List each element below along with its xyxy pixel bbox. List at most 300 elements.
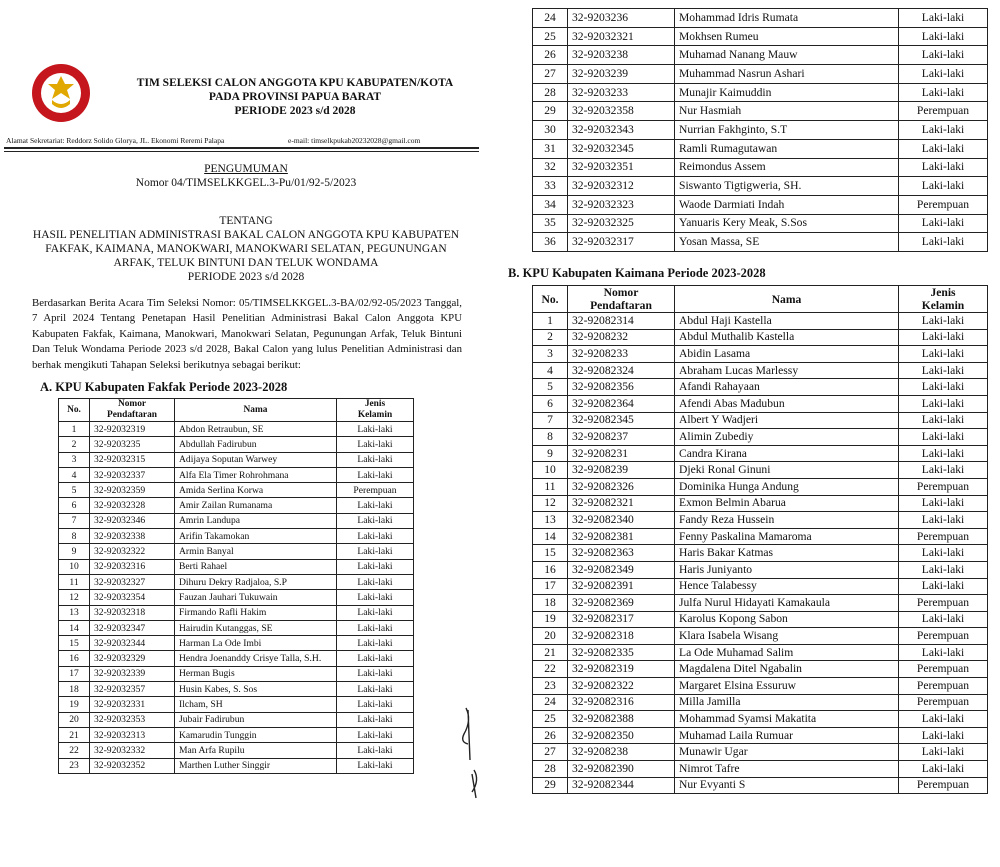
table-row — [59, 498, 414, 513]
table-row — [533, 329, 988, 346]
cell-no: 2 — [59, 437, 90, 452]
cell-no: 7 — [59, 513, 90, 528]
col-nomor-header — [90, 399, 175, 422]
cell-no: 3 — [533, 346, 568, 363]
cell-no: 27 — [533, 744, 568, 761]
cell-jenis-kelamin: Laki-laki — [899, 727, 988, 744]
cell-jenis-kelamin: Laki-laki — [899, 545, 988, 562]
cell-nomor-pendaftaran: 32-92032359 — [90, 483, 175, 498]
col-nomor-line1: Nomor — [603, 286, 639, 299]
cell-jenis-kelamin: Perempuan — [899, 694, 988, 711]
header-line-3: PERIODE 2023 s/d 2028 — [234, 105, 356, 117]
cell-jenis-kelamin: Laki-laki — [899, 395, 988, 412]
cell-nomor-pendaftaran: 32-9203235 — [90, 437, 175, 452]
cell-jenis-kelamin: Laki-laki — [899, 644, 988, 661]
subject-block — [0, 214, 492, 284]
cell-no: 21 — [533, 644, 568, 661]
cell-nama: Husin Kabes, S. Sos — [175, 682, 337, 697]
table-row — [533, 233, 988, 252]
table-row — [59, 590, 414, 605]
cell-nama: Albert Y Wadjeri — [675, 412, 899, 429]
cell-nama: Milla Jamilla — [675, 694, 899, 711]
cell-jenis-kelamin: Perempuan — [899, 628, 988, 645]
subject-line: HASIL PENELITIAN ADMINISTRASI BAKAL CALON ANGGOTA KPU KABUPATEN — [32, 229, 460, 241]
cell-jenis-kelamin: Laki-laki — [337, 544, 414, 559]
table-row — [59, 559, 414, 574]
cell-nama: Fandy Reza Hussein — [675, 512, 899, 529]
cell-jenis-kelamin: Laki-laki — [899, 578, 988, 595]
table-row — [533, 761, 988, 778]
cell-jenis-kelamin: Laki-laki — [337, 743, 414, 758]
cell-jenis-kelamin: Laki-laki — [899, 158, 988, 177]
cell-no: 22 — [533, 661, 568, 678]
table-row — [59, 422, 414, 437]
cell-jenis-kelamin: Perempuan — [899, 595, 988, 612]
cell-nomor-pendaftaran: 32-9203236 — [568, 9, 675, 28]
cell-nomor-pendaftaran: 32-92082363 — [568, 545, 675, 562]
signature-paraf-icon — [452, 700, 488, 800]
cell-nomor-pendaftaran: 32-92082319 — [568, 661, 675, 678]
cell-no: 23 — [59, 758, 90, 773]
cell-nama: Julfa Nurul Hidayati Kamakaula — [675, 595, 899, 612]
cell-nama: Muhamad Nanang Mauw — [675, 46, 899, 65]
cell-nomor-pendaftaran: 32-92032346 — [90, 513, 175, 528]
cell-nama: Haris Bakar Katmas — [675, 545, 899, 562]
cell-jenis-kelamin: Laki-laki — [899, 313, 988, 330]
cell-jenis-kelamin: Laki-laki — [899, 429, 988, 446]
cell-jenis-kelamin: Laki-laki — [899, 121, 988, 140]
table-row — [533, 158, 988, 177]
header-line-1: TIM SELEKSI CALON ANGGOTA KPU KABUPATEN/KOTA — [136, 77, 454, 89]
cell-nama: Munawir Ugar — [675, 744, 899, 761]
cell-nomor-pendaftaran: 32-92032325 — [568, 214, 675, 233]
cell-jenis-kelamin: Laki-laki — [337, 559, 414, 574]
cell-no: 3 — [59, 452, 90, 467]
cell-no: 22 — [59, 743, 90, 758]
cell-nama: Dihuru Dekry Radjaloa, S.P — [175, 574, 337, 589]
cell-nama: Alfa Ela Timer Rohrohmana — [175, 467, 337, 482]
table-row — [533, 528, 988, 545]
cell-no: 14 — [533, 528, 568, 545]
col-nomor-header — [568, 286, 675, 313]
cell-jenis-kelamin: Laki-laki — [899, 744, 988, 761]
cell-jenis-kelamin: Laki-laki — [899, 27, 988, 46]
cell-nama: Berti Rahael — [175, 559, 337, 574]
col-nama-header: Nama — [675, 286, 899, 313]
cell-no: 28 — [533, 761, 568, 778]
cell-jenis-kelamin: Perempuan — [337, 483, 414, 498]
cell-nomor-pendaftaran: 32-92082381 — [568, 528, 675, 545]
cell-no: 21 — [59, 727, 90, 742]
table-row — [533, 462, 988, 479]
table-row — [533, 678, 988, 695]
subject-line: FAKFAK, KAIMANA, MANOKWARI, MANOKWARI SELATAN, PEGUNUNGAN — [45, 243, 447, 255]
cell-nomor-pendaftaran: 32-92032321 — [568, 27, 675, 46]
cell-jenis-kelamin: Laki-laki — [337, 605, 414, 620]
cell-no: 27 — [533, 65, 568, 84]
cell-jenis-kelamin: Laki-laki — [899, 329, 988, 346]
cell-nama: Djeki Ronal Ginuni — [675, 462, 899, 479]
cell-nomor-pendaftaran: 32-92032344 — [90, 636, 175, 651]
cell-no: 28 — [533, 83, 568, 102]
cell-nama: Magdalena Ditel Ngabalin — [675, 661, 899, 678]
table-header-row — [59, 399, 414, 422]
letterhead — [30, 62, 485, 142]
cell-nomor-pendaftaran: 32-92032357 — [90, 682, 175, 697]
cell-no: 17 — [533, 578, 568, 595]
col-nama-header: Nama — [175, 399, 337, 422]
cell-jenis-kelamin: Laki-laki — [337, 590, 414, 605]
cell-jenis-kelamin: Perempuan — [899, 777, 988, 794]
table-row — [59, 743, 414, 758]
cell-no: 29 — [533, 777, 568, 794]
cell-jenis-kelamin: Perempuan — [899, 478, 988, 495]
cell-jenis-kelamin: Laki-laki — [337, 513, 414, 528]
cell-jenis-kelamin: Laki-laki — [337, 529, 414, 544]
cell-jenis-kelamin: Laki-laki — [337, 712, 414, 727]
cell-nomor-pendaftaran: 32-92082326 — [568, 478, 675, 495]
cell-nama: Munajir Kaimuddin — [675, 83, 899, 102]
cell-no: 8 — [59, 529, 90, 544]
cell-no: 16 — [533, 561, 568, 578]
cell-nomor-pendaftaran: 32-92082317 — [568, 611, 675, 628]
cell-nama: Hence Talabessy — [675, 578, 899, 595]
table-row — [59, 483, 414, 498]
table-row — [59, 605, 414, 620]
cell-nama: Arifin Takamokan — [175, 529, 337, 544]
table-row — [533, 561, 988, 578]
cell-jenis-kelamin: Laki-laki — [899, 711, 988, 728]
cell-jenis-kelamin: Laki-laki — [337, 651, 414, 666]
header-line-2: PADA PROVINSI PAPUA BARAT — [208, 91, 382, 103]
col-jenis-line1: Jenis — [364, 399, 386, 409]
table-row — [533, 578, 988, 595]
cell-nomor-pendaftaran: 32-92032323 — [568, 195, 675, 214]
cell-no: 5 — [533, 379, 568, 396]
cell-no: 11 — [59, 574, 90, 589]
table-row — [533, 313, 988, 330]
cell-no: 13 — [533, 512, 568, 529]
cell-nomor-pendaftaran: 32-92082322 — [568, 678, 675, 695]
table-row — [533, 744, 988, 761]
cell-nama: Amir Zailan Rumanama — [175, 498, 337, 513]
cell-nomor-pendaftaran: 32-92082335 — [568, 644, 675, 661]
cell-jenis-kelamin: Laki-laki — [899, 9, 988, 28]
cell-nomor-pendaftaran: 32-92032318 — [90, 605, 175, 620]
cell-nama: Muhamad Laila Rumuar — [675, 727, 899, 744]
cell-nomor-pendaftaran: 32-92082364 — [568, 395, 675, 412]
cell-no: 4 — [533, 362, 568, 379]
cell-nama: Abidin Lasama — [675, 346, 899, 363]
cell-nama: Ilcham, SH — [175, 697, 337, 712]
cell-nama: Waode Darmiati Indah — [675, 195, 899, 214]
cell-nomor-pendaftaran: 32-92032353 — [90, 712, 175, 727]
cell-no: 23 — [533, 678, 568, 695]
cell-nomor-pendaftaran: 32-92082345 — [568, 412, 675, 429]
cell-jenis-kelamin: Laki-laki — [337, 620, 414, 635]
cell-jenis-kelamin: Laki-laki — [899, 412, 988, 429]
cell-no: 18 — [533, 595, 568, 612]
cell-nama: Siswanto Tigtigweria, SH. — [675, 177, 899, 196]
cell-no: 18 — [59, 682, 90, 697]
cell-nomor-pendaftaran: 32-92032327 — [90, 574, 175, 589]
table-row — [59, 697, 414, 712]
table-row — [533, 395, 988, 412]
cell-nomor-pendaftaran: 32-92032338 — [90, 529, 175, 544]
cell-nomor-pendaftaran: 32-92032343 — [568, 121, 675, 140]
cell-no: 1 — [59, 422, 90, 437]
cell-nama: Klara Isabela Wisang — [675, 628, 899, 645]
cell-jenis-kelamin: Laki-laki — [899, 65, 988, 84]
cell-nomor-pendaftaran: 32-92032322 — [90, 544, 175, 559]
intro-paragraph: Berdasarkan Berita Acara Tim Seleksi Nomor: 05/TIMSELKKGEL.3-BA/02/92-05/2023 Tanggal, 7 April 2024 Tentang Penetapan Hasil Penelitian Administrasi Bakal Calon Anggota KPU Kabupaten Fakfak, Kaimana, Manokwari, Manokwari Selatan, Pegunungan Arfak, Teluk Bintuni Dan Teluk Wondama Periode 2023 s/d 2028, Bakal Calon yang lulus Penelitian Administrasi dan berhak mengikuti Tahapan Seleksi berikutnya sebagai berikut: — [32, 297, 462, 371]
address-row — [6, 136, 476, 145]
cell-nama: Armin Banyal — [175, 544, 337, 559]
cell-no: 19 — [59, 697, 90, 712]
cell-nomor-pendaftaran: 32-92032332 — [90, 743, 175, 758]
table-row — [59, 758, 414, 773]
cell-jenis-kelamin: Laki-laki — [899, 139, 988, 158]
cell-jenis-kelamin: Laki-laki — [899, 761, 988, 778]
table-header-row — [533, 286, 988, 313]
table-row — [59, 513, 414, 528]
cell-nomor-pendaftaran: 32-92032313 — [90, 727, 175, 742]
table-row — [533, 362, 988, 379]
cell-nama: Reimondus Assem — [675, 158, 899, 177]
section-a-title: A. KPU Kabupaten Fakfak Periode 2023-2028 — [40, 380, 288, 394]
cell-no: 33 — [533, 177, 568, 196]
table-row — [533, 46, 988, 65]
cell-no: 5 — [59, 483, 90, 498]
cell-nama: Abdul Haji Kastella — [675, 313, 899, 330]
cell-jenis-kelamin: Perempuan — [899, 195, 988, 214]
table-row — [533, 214, 988, 233]
table-row — [533, 777, 988, 794]
cell-no: 26 — [533, 727, 568, 744]
cell-nomor-pendaftaran: 32-92082344 — [568, 777, 675, 794]
cell-nomor-pendaftaran: 32-92082349 — [568, 561, 675, 578]
cell-no: 2 — [533, 329, 568, 346]
cell-no: 20 — [59, 712, 90, 727]
cell-jenis-kelamin: Laki-laki — [899, 362, 988, 379]
cell-jenis-kelamin: Laki-laki — [337, 697, 414, 712]
cell-nama: Adijaya Soputan Warwey — [175, 452, 337, 467]
cell-no: 9 — [59, 544, 90, 559]
table-row — [533, 412, 988, 429]
cell-nomor-pendaftaran: 32-92082390 — [568, 761, 675, 778]
cell-nama: Margaret Elsina Essuruw — [675, 678, 899, 695]
cell-jenis-kelamin: Laki-laki — [337, 422, 414, 437]
section-a-table — [58, 398, 414, 774]
cell-nama: Abdon Retraubun, SE — [175, 422, 337, 437]
table-row — [533, 65, 988, 84]
table-row — [533, 711, 988, 728]
cell-nama: La Ode Muhamad Salim — [675, 644, 899, 661]
subject-line: ARFAK, TELUK BINTUNI DAN TELUK WONDAMA — [113, 257, 379, 269]
left-page — [0, 0, 492, 867]
cell-nomor-pendaftaran: 32-9208232 — [568, 329, 675, 346]
cell-no: 24 — [533, 9, 568, 28]
cell-no: 30 — [533, 121, 568, 140]
table-row — [59, 727, 414, 742]
cell-no: 24 — [533, 694, 568, 711]
section-b-title: B. KPU Kabupaten Kaimana Periode 2023-2028 — [508, 266, 766, 280]
cell-nomor-pendaftaran: 32-92032352 — [90, 758, 175, 773]
cell-jenis-kelamin: Laki-laki — [899, 233, 988, 252]
table-row — [533, 727, 988, 744]
cell-nomor-pendaftaran: 32-92032354 — [90, 590, 175, 605]
cell-nomor-pendaftaran: 32-9203239 — [568, 65, 675, 84]
table-row — [59, 636, 414, 651]
cell-nama: Man Arfa Rupilu — [175, 743, 337, 758]
col-nomor-line2: Pendaftaran — [590, 299, 652, 312]
cell-jenis-kelamin: Perempuan — [899, 102, 988, 121]
cell-nomor-pendaftaran: 32-9208237 — [568, 429, 675, 446]
table-row — [533, 495, 988, 512]
subject-line: PERIODE 2023 s/d 2028 — [187, 271, 305, 283]
cell-jenis-kelamin: Laki-laki — [899, 561, 988, 578]
cell-nama: Karolus Kopong Sabon — [675, 611, 899, 628]
cell-jenis-kelamin: Perempuan — [899, 678, 988, 695]
cell-nomor-pendaftaran: 32-92032347 — [90, 620, 175, 635]
cell-nama: Kamarudin Tunggin — [175, 727, 337, 742]
table-row — [533, 379, 988, 396]
cell-nama: Nur Hasmiah — [675, 102, 899, 121]
section-a-continued-table — [532, 8, 988, 252]
cell-no: 11 — [533, 478, 568, 495]
cell-no: 10 — [59, 559, 90, 574]
cell-nama: Fauzan Jauhari Tukuwain — [175, 590, 337, 605]
cell-no: 25 — [533, 711, 568, 728]
cell-jenis-kelamin: Laki-laki — [337, 437, 414, 452]
cell-nama: Mohammad Syamsi Makatita — [675, 711, 899, 728]
announcement-title: PENGUMUMAN — [204, 163, 288, 175]
table-row — [533, 195, 988, 214]
cell-jenis-kelamin: Laki-laki — [899, 495, 988, 512]
table-row — [533, 121, 988, 140]
cell-nomor-pendaftaran: 32-92032317 — [568, 233, 675, 252]
cell-jenis-kelamin: Laki-laki — [899, 445, 988, 462]
cell-nomor-pendaftaran: 32-92082391 — [568, 578, 675, 595]
kpu-logo-icon — [30, 62, 92, 124]
cell-no: 20 — [533, 628, 568, 645]
table-row — [59, 544, 414, 559]
cell-nomor-pendaftaran: 32-9208239 — [568, 462, 675, 479]
cell-nama: Abdul Muthalib Kastella — [675, 329, 899, 346]
cell-nomor-pendaftaran: 32-92082324 — [568, 362, 675, 379]
cell-no: 4 — [59, 467, 90, 482]
table-row — [59, 620, 414, 635]
cell-nama: Abdullah Fadirubun — [175, 437, 337, 452]
cell-no: 9 — [533, 445, 568, 462]
cell-no: 14 — [59, 620, 90, 635]
cell-nomor-pendaftaran: 32-92032329 — [90, 651, 175, 666]
table-row — [533, 611, 988, 628]
cell-nama: Yanuaris Kery Meak, S.Sos — [675, 214, 899, 233]
cell-nama: Ramli Rumagutawan — [675, 139, 899, 158]
table-row — [59, 574, 414, 589]
cell-nama: Mokhsen Rumeu — [675, 27, 899, 46]
cell-nomor-pendaftaran: 32-92082350 — [568, 727, 675, 744]
cell-jenis-kelamin: Laki-laki — [899, 214, 988, 233]
table-row — [59, 712, 414, 727]
table-row — [533, 177, 988, 196]
cell-no: 35 — [533, 214, 568, 233]
cell-nama: Amrin Landupa — [175, 513, 337, 528]
table-row — [533, 628, 988, 645]
cell-no: 8 — [533, 429, 568, 446]
col-jenis-line2: Kelamin — [921, 299, 965, 312]
cell-jenis-kelamin: Perempuan — [899, 528, 988, 545]
table-row — [59, 452, 414, 467]
cell-no: 6 — [533, 395, 568, 412]
secretariat-address: Alamat Sekretariat: Reddorz Solido Glorya, JL. Ekonomi Reremi Palapa — [6, 136, 225, 145]
cell-no: 34 — [533, 195, 568, 214]
table-row — [533, 661, 988, 678]
cell-nomor-pendaftaran: 32-92082314 — [568, 313, 675, 330]
cell-nomor-pendaftaran: 32-92082316 — [568, 694, 675, 711]
cell-jenis-kelamin: Laki-laki — [337, 467, 414, 482]
cell-nama: Afandi Rahayaan — [675, 379, 899, 396]
cell-nomor-pendaftaran: 32-92082318 — [568, 628, 675, 645]
cell-no: 15 — [533, 545, 568, 562]
cell-nama: Muhammad Nasrun Ashari — [675, 65, 899, 84]
cell-jenis-kelamin: Laki-laki — [337, 758, 414, 773]
cell-no: 31 — [533, 139, 568, 158]
cell-jenis-kelamin: Laki-laki — [899, 346, 988, 363]
cell-nomor-pendaftaran: 32-9208233 — [568, 346, 675, 363]
cell-nama: Fenny Paskalina Mamaroma — [675, 528, 899, 545]
cell-no: 12 — [59, 590, 90, 605]
table-row — [533, 512, 988, 529]
letterhead-title — [100, 76, 490, 118]
cell-nama: Harman La Ode Imbi — [175, 636, 337, 651]
cell-nomor-pendaftaran: 32-9203233 — [568, 83, 675, 102]
cell-no: 16 — [59, 651, 90, 666]
table-row — [533, 83, 988, 102]
cell-nama: Afendi Abas Madubun — [675, 395, 899, 412]
cell-nama: Candra Kirana — [675, 445, 899, 462]
col-nomor-line1: Nomor — [117, 399, 147, 409]
section-b-table — [532, 285, 988, 794]
cell-nama: Herman Bugis — [175, 666, 337, 681]
cell-no: 29 — [533, 102, 568, 121]
cell-no: 1 — [533, 313, 568, 330]
cell-nomor-pendaftaran: 32-92032345 — [568, 139, 675, 158]
col-jenis-header — [899, 286, 988, 313]
cell-nama: Dominika Hunga Andung — [675, 478, 899, 495]
col-jenis-header — [337, 399, 414, 422]
cell-nomor-pendaftaran: 32-92032351 — [568, 158, 675, 177]
table-row — [533, 9, 988, 28]
cell-nama: Amida Serlina Korwa — [175, 483, 337, 498]
col-jenis-line1: Jenis — [930, 286, 956, 299]
cell-no: 10 — [533, 462, 568, 479]
cell-nomor-pendaftaran: 32-92082340 — [568, 512, 675, 529]
cell-jenis-kelamin: Laki-laki — [337, 452, 414, 467]
cell-jenis-kelamin: Laki-laki — [899, 46, 988, 65]
cell-jenis-kelamin: Laki-laki — [337, 498, 414, 513]
table-row — [533, 429, 988, 446]
table-row — [533, 694, 988, 711]
cell-nomor-pendaftaran: 32-9203238 — [568, 46, 675, 65]
tentang-label: TENTANG — [219, 215, 273, 227]
table-row — [59, 529, 414, 544]
table-row — [533, 545, 988, 562]
cell-nama: Nur Evyanti S — [675, 777, 899, 794]
cell-nama: Hairudin Kutanggas, SE — [175, 620, 337, 635]
cell-jenis-kelamin: Laki-laki — [899, 462, 988, 479]
